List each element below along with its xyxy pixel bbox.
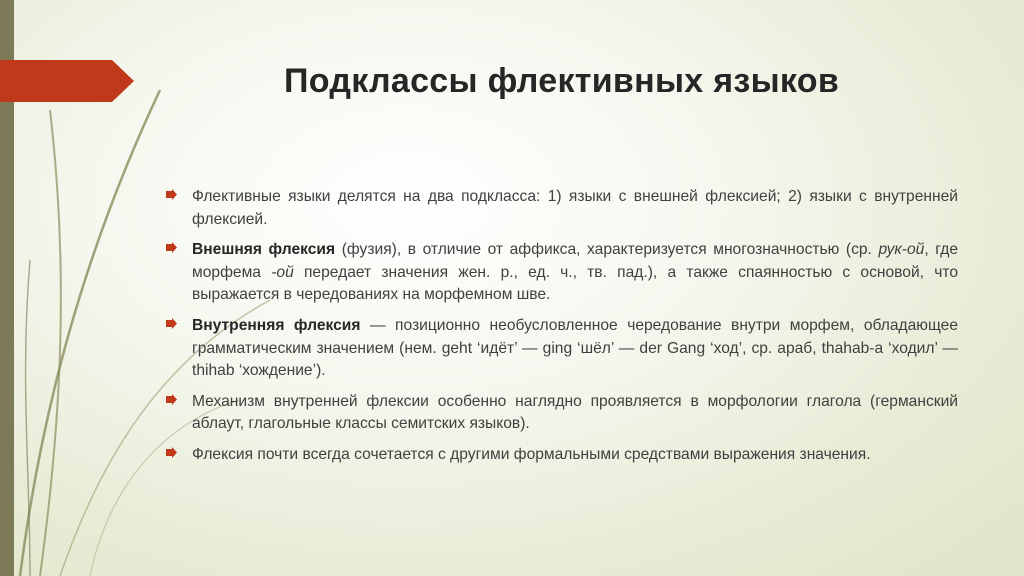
arrow-bullet-icon [166, 447, 177, 458]
bullet-text-segment: рук-ой [878, 241, 925, 259]
bullet-item [166, 239, 958, 307]
bullet-text-segment: Механизм внутренней флексии особенно наглядно проявляется в морфологии глагола (германский аблаут, глагольные классы семитских языков). [192, 392, 958, 433]
bullet-text-segment: — позиционно необусловленное чередование внутри морфем, обладающее грамматическим значением (нем. geht ‘идёт’ — ging ‘шёл’ — der Gang ‘ход’, ср. араб, thahab-a ‘ходил’ — thihab ‘хождение’). [192, 316, 958, 380]
bullet-text-segment: (фузия), в отличие от аффикса, характеризуется многозначностью (ср. [335, 241, 879, 259]
arrow-bullet-icon [166, 318, 177, 329]
bullet-item [166, 391, 958, 436]
arrow-bullet-icon [166, 242, 177, 253]
arrow-bullet-icon [166, 394, 177, 405]
bullet-text-segment: Внешняя флексия [192, 241, 336, 259]
bullet-list [166, 186, 958, 475]
bullet-text-segment: -ой [271, 263, 294, 281]
bullet-text-segment: Флексия почти всегда сочетается с другими формальными средствами выражения значения. [192, 445, 871, 463]
bullet-item [166, 315, 958, 383]
bullet-text-segment: Флективные языки делятся на два подкласса: 1) языки с внешней флексией; 2) языки с внутренней флексией. [192, 188, 958, 228]
title-arrow-shape [0, 60, 134, 102]
bullet-text-segment: Внутренняя флексия [192, 316, 361, 334]
bullet-text-segment: передает значения жен. р., ед. ч., тв. пад.), а также спаянностью с основой, что выражается в чередованиях на морфемном шве. [192, 263, 959, 304]
arrow-bullet-icon [166, 189, 177, 200]
bullet-item [166, 186, 958, 231]
bullet-item [166, 444, 958, 467]
bullet-text-segment: , где морфема [192, 241, 958, 281]
slide-title: Подклассы флективных языков [284, 62, 840, 100]
